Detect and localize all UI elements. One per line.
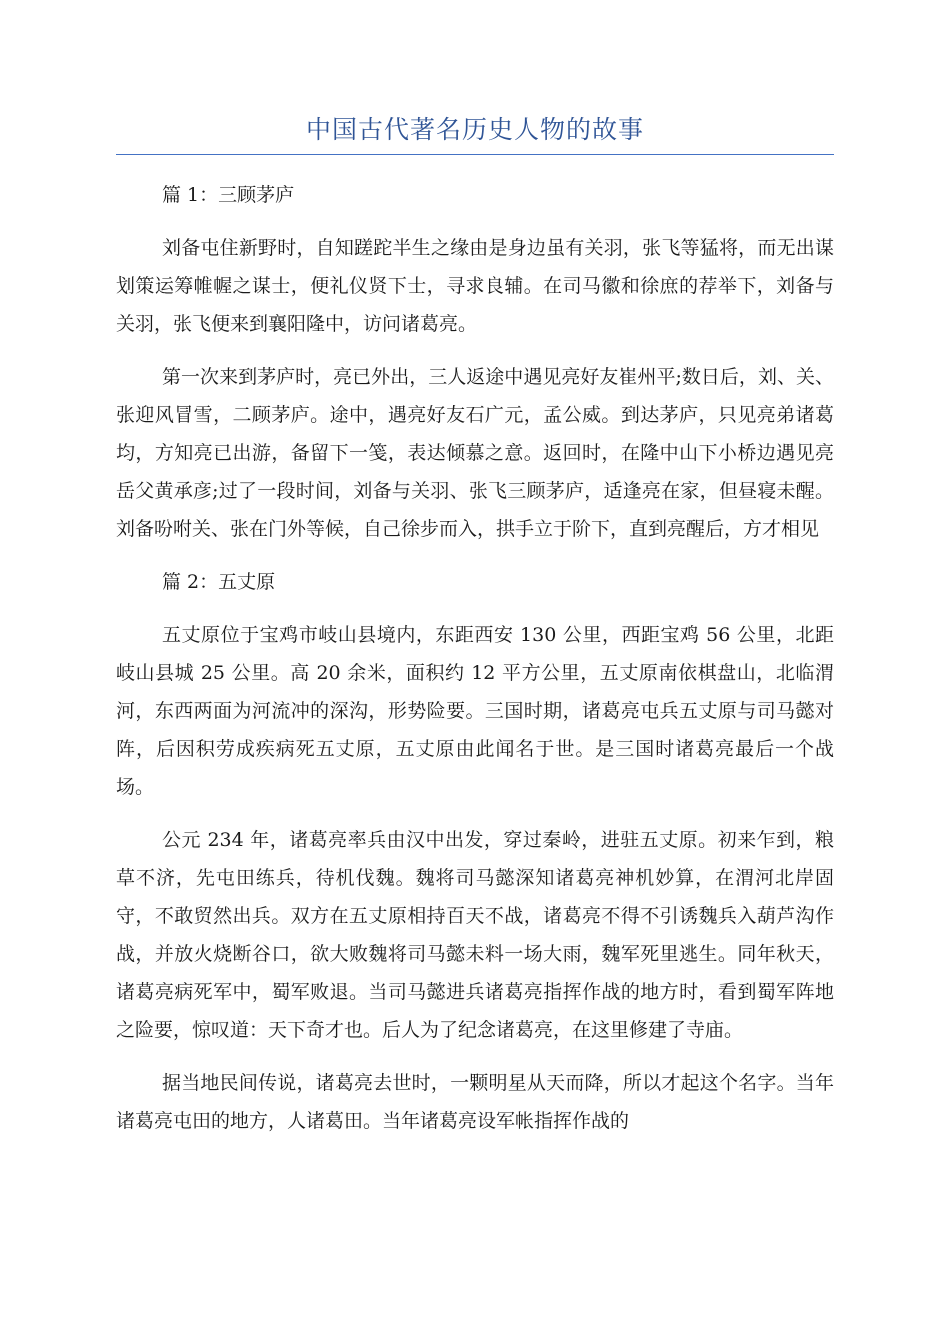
paragraph: 第一次来到茅庐时，亮已外出，三人返途中遇见亮好友崔州平;数日后，刘、关、张迎风冒雪，二顾茅庐。途中，遇亮好友石广元，孟公威。到达茅庐，只见亮弟诸葛均，方知亮已出游，备留下一笺，表达倾慕之意。返回时，在隆中山下小桥边遇见亮岳父黄承彦;过了一段时间，刘备与关羽、张飞三顾茅庐，适逢亮在家，但昼寝未醒。刘备吩咐关、张在门外等候，自己徐步而入，拱手立于阶下，直到亮醒后，方才相见 <box>116 366 834 540</box>
paragraph: 据当地民间传说，诸葛亮去世时，一颗明星从天而降，所以才起这个名字。当年诸葛亮屯田的地方，人诸葛田。当年诸葛亮设军帐指挥作战的 <box>116 1072 834 1132</box>
paragraph: 公元 234 年，诸葛亮率兵由汉中出发，穿过秦岭，进驻五丈原。初来乍到，粮草不济，先屯田练兵，待机伐魏。魏将司马懿深知诸葛亮神机妙算，在渭河北岸固守，不敢贸然出兵。双方在五丈原相持百天不战，诸葛亮不得不引诱魏兵入葫芦沟作战，并放火烧断谷口，欲大败魏将司马懿未料一场大雨，魏军死里逃生。同年秋天，诸葛亮病死军中，蜀军败退。当司马懿进兵诸葛亮指挥作战的地方时，看到蜀军阵地之险要，惊叹道：天下奇才也。后人为了纪念诸葛亮，在这里修建了寺庙。 <box>116 829 834 1041</box>
document-body <box>116 176 834 1155</box>
paragraph: 刘备屯住新野时，自知蹉跎半生之缘由是身边虽有关羽，张飞等猛将，而无出谋划策运筹帷幄之谋士，便礼仪贤下士，寻求良辅。在司马徽和徐庶的荐举下，刘备与关羽，张飞便来到襄阳隆中，访问诸葛亮。 <box>116 237 834 335</box>
title-underline <box>116 154 834 155</box>
section-heading-1: 篇 1：三顾茅庐 <box>162 184 295 206</box>
document-title: 中国古代著名历史人物的故事 <box>305 115 644 144</box>
section-heading-2: 篇 2：五丈原 <box>162 571 276 593</box>
paragraph: 五丈原位于宝鸡市岐山县境内，东距西安 130 公里，西距宝鸡 56 公里，北距岐山县城 25 公里。高 20 余米，面积约 12 平方公里，五丈原南依棋盘山，北临渭河，东西两面为河流冲的深沟，形势险要。三国时期，诸葛亮屯兵五丈原与司马懿对阵，后因积劳成疾病死五丈原，五丈原由此闻名于世。是三国时诸葛亮最后一个战场。 <box>116 624 834 798</box>
